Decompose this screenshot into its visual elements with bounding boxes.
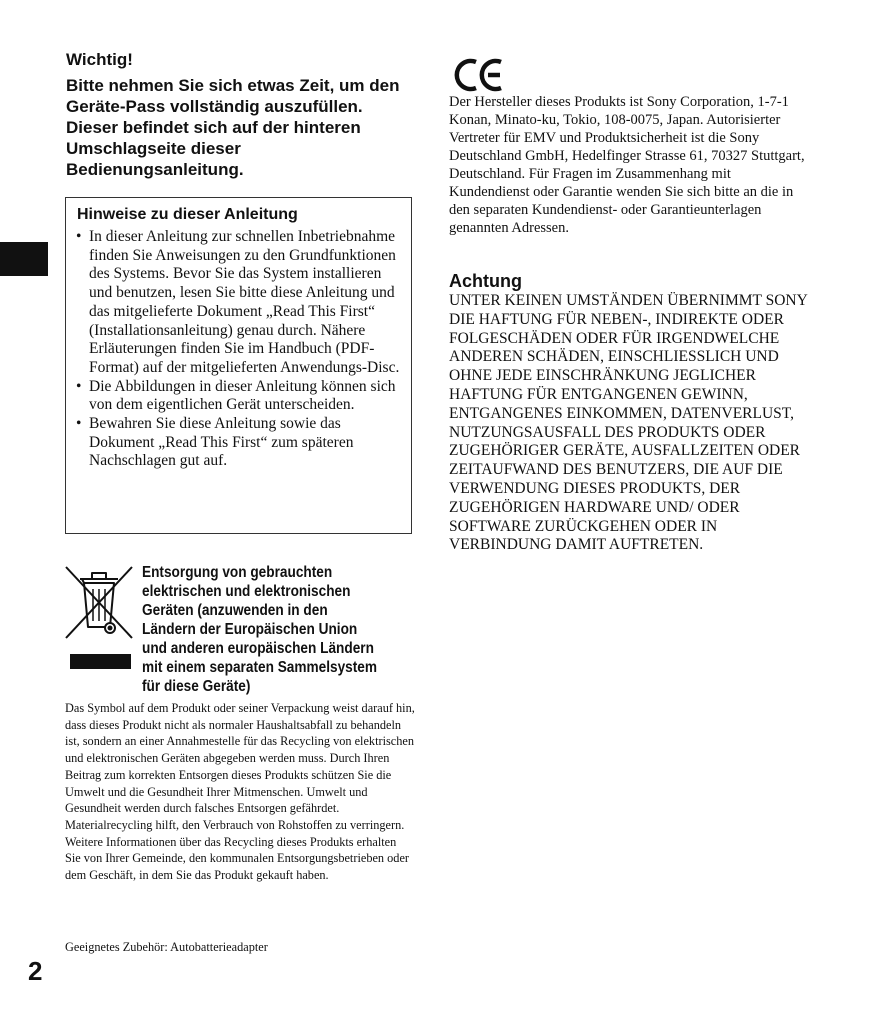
notes-box <box>65 197 412 534</box>
notes-list <box>76 228 408 471</box>
caution-text: UNTER KEINEN UMSTÄNDEN ÜBERNIMMT SONY DIE HAFTUNG FÜR NEBEN-, INDIREKTE ODER FOLGESCHÄDEN ODER FÜR IRGENDWELCHE ANDEREN SCHÄDEN, EINSCHLIESSLICH UND OHNE JEDE EINSCHRÄNKUNG JEGLICHER HAFTUNG FÜR ENTGANGENEN GEWINN, ENTGANGENES EINKOMMEN, DATENVERLUST, NUTZUNGSAUSFALL DES PRODUKTS ODER ZUGEHÖRIGER GERÄTE, AUSFALLZEITEN ODER ZEITAUFWAND DES BENUTZERS, DIE AUF DIE VERWENDUNG DIESES PRODUKTS, DER ZUGEHÖRIGEN HARDWARE UND/ ODER SOFTWARE ZURÜCKGEHEN ODER IN VERBINDUNG DAMIT AUFTRETEN. <box>449 292 808 554</box>
page-number: 2 <box>28 956 44 986</box>
weee-bar <box>70 654 131 669</box>
section-tab-marker <box>0 242 48 276</box>
important-text: Bitte nehmen Sie sich etwas Zeit, um den Geräte-Pass vollständig auszufüllen. Dieser befindet sich auf der hinteren Umschlagseite dieser Bedienungsanleitung. <box>66 76 400 179</box>
list-item: • Bewahren Sie diese Anleitung sowie das Dokument „Read This First“ zum späteren Nachschlagen gut auf. <box>76 415 408 471</box>
caution-heading: Achtung <box>449 271 522 291</box>
important-heading: Wichtig! <box>66 50 133 69</box>
crossed-out-wheelie-bin-icon <box>64 565 134 640</box>
disposal-body: Das Symbol auf dem Produkt oder seiner Verpackung weist darauf hin, dass dieses Produkt nicht als normaler Haushaltsabfall zu behandeln ist, sondern an einer Annahmestelle für das Recycling von elektrischen und elektronischen Geräten abgegeben werden muss. Durch Ihren Beitrag zum korrekten Entsorgen dieses Produkts schützen Sie die Umwelt und die Gesundheit Ihrer Mitmenschen. Umwelt und Gesundheit werden durch falsches Entsorgen gefährdet. Materialrecycling hilft, den Verbrauch von Rohstoffen zu verringern. Weitere Informationen über das Recycling dieses Produkts erhalten Sie von Ihrer Gemeinde, den kommunalen Entsorgungsbetrieben oder dem Geschäft, in dem Sie das Produkt gekauft haben. <box>65 701 415 883</box>
disposal-heading: Entsorgung von gebrauchten elektrischen und elektronischen Geräten (anzuwenden in den Ländern der Europäischen Union und anderen europäischen Ländern mit einem separaten Sammelsystem für diese Geräte) <box>142 564 378 695</box>
list-item: • In dieser Anleitung zur schnellen Inbetriebnahme finden Sie Anweisungen zu den Grundfunktionen des Systems. Bevor Sie das System installieren und benutzen, lesen Sie bitte diese Anleitung und das mitgelieferte Dokument „Read This First“ (Installationsanleitung) genau durch. Nähere Erläuterungen finden Sie im Handbuch (PDF-Format) auf der mitgelieferten Anwendungs-Disc. <box>76 228 408 378</box>
notes-title: Hinweise zu dieser Anleitung <box>77 206 298 223</box>
ce-mark-icon <box>454 57 506 93</box>
manufacturer-text: Der Hersteller dieses Produkts ist Sony Corporation, 1-7-1 Konan, Minato-ku, Tokio, 108-0075, Japan. Autorisierter Vertreter für EMV und Produktsicherheit ist die Sony Deutschland GmbH, Hedelfinger Strasse 61, 70327 Stuttgart, Deutschland. Für Fragen im Zusammenhang mit Kundendienst oder Garantie wenden Sie sich bitte an die in den separaten Kundendienst- oder Garantieunterlagen genannten Adressen. <box>449 94 805 236</box>
accessory-text: Geeignetes Zubehör: Autobatterieadapter <box>65 940 268 954</box>
list-item: • Die Abbildungen in dieser Anleitung können sich von dem eigentlichen Gerät unterscheiden. <box>76 378 408 415</box>
